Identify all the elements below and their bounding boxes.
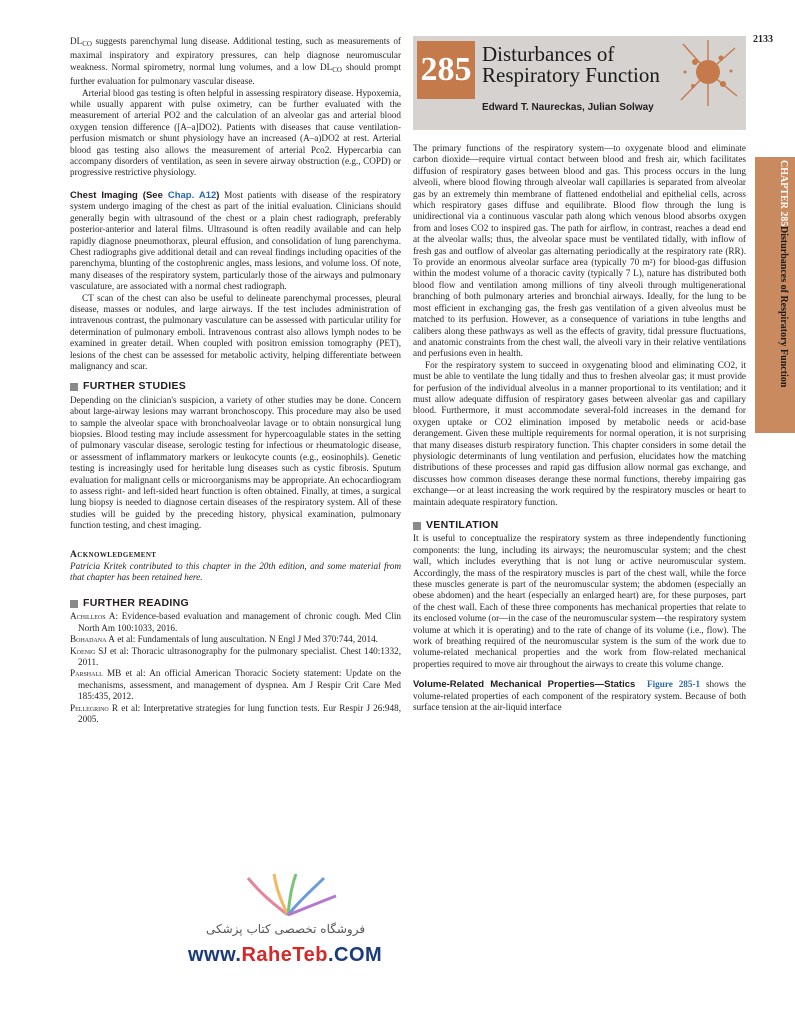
figure-link[interactable]: Figure 285-1 <box>647 679 701 690</box>
splash-icon <box>675 38 741 108</box>
further-reading-heading: FURTHER READING <box>70 598 401 609</box>
left-column <box>70 36 401 725</box>
paragraph-dlco: $DL_{CO}$ suggests parenchymal lung disease. Additional testing, such as measurements of maximal inspiratory and expiratory pressures, can help diagnose neuromuscular weakness. Normal spirometry, normal lung volumes, and a low $DL_{CO}$ should prompt further evaluation for pulmonary vascular disease. <box>70 36 402 87</box>
chapter-title-line2: Respiratory Function <box>482 63 660 87</box>
reference-item: Parshall MB et al: An official American Thoracic Society statement: Update on the mechanisms, assessment, and management of dyspnea. Am J Respir Crit Care Med 185:435, 2012. <box>70 668 401 702</box>
right-column <box>413 143 746 714</box>
chapter-link[interactable]: Chap. A12 <box>167 189 217 201</box>
ventilation-heading: VENTILATION <box>413 520 746 531</box>
chapter-header <box>413 36 746 130</box>
paragraph-intro: The primary functions of the respiratory system—to oxygenate blood and eliminate carbon dioxide—require virtual contact between blood and fresh air, which facilitates diffusion of respiratory gases between blood and gas. This process occurs in the lung alveoli, where blood flowing through alveolar wall capillaries is separated from alveolar gas by an extremely thin membrane of flattened endothelial and epithelial cells, across which respiratory gases diffuse and equilibrate. Blood flow through the lung is unidirectional via a continuous vascular path along which venous blood absorbs oxygen from and loses CO2 to inspired gas. The path for airflow, in contrast, reaches a dead end at the alveolar walls; thus, the alveolar space must be ventilated tidally, with inflow of fresh gas and outflow of alveolar gas alternating periodically at the respiratory rate (RR). To provide an enormous alveolar surface area (typically 70 m²) for blood-gas diffusion within the modest volume of a thoracic cavity (typically 7 L), nature has distributed both blood flow and ventilation among millions of tiny alveoli through multigenerational branching of both pulmonary arteries and bronchial airways. Ideally, for the lung to be most efficient in exchanging gas, the fresh gas ventilation of a given alveolus must be matched to its perfusion. However, as a consequence of variations in tube lengths and calibers along these pathways as well as the effects of gravity, tidal pressure fluctuations, and anatomic constraints from the chest wall, the alveoli vary in their relative ventilations and perfusions even in health. <box>413 143 746 359</box>
paragraph-chest-imaging: Chest Imaging (See Chap. A12) Most patients with disease of the respiratory system undergo imaging of the chest as part of the initial evaluation. Clinicians should generally begin with ultrasound of the chest or a plain chest radiograph, preferably posterior-anterior and lateral films. Ultrasound is often readily available and can help rapidly diagnose pneumothorax, pleural effusion, and consolidation of lung parenchyma. Chest radiographs give additional detail and can reveal findings including opacities of the parenchyma, blunting of the costophrenic angles, mass lesions, and volume loss. Of note, many diseases of the respiratory system, particularly those of the airways and pulmonary vasculature, are associated with a normal chest radiograph. <box>70 189 401 292</box>
reference-item: Bohadana A et al: Fundamentals of lung auscultation. N Engl J Med 370:744, 2014. <box>70 634 378 645</box>
chapter-title <box>482 44 660 86</box>
chapter-title-line1: Disturbances of <box>482 42 615 66</box>
page-number: 2133 <box>753 34 773 45</box>
reference-item: Pellegrino R et al: Interpretative strategies for lung function tests. Eur Respir J 26:948, 2005. <box>70 702 401 724</box>
paragraph-statics: Volume-Related Mechanical Properties—Statics Figure 285-1 shows the volume-related properties of each component of the respiratory system. Because of both surface tension at the air-liquid interface <box>413 679 747 713</box>
acknowledgement-text: Patricia Kritek contributed to this chapter in the 20th edition, and some material from that chapter has been retained here. <box>70 561 401 583</box>
reference-item: Koenig SJ et al: Thoracic ultrasonography for the pulmonary specialist. Chest 140:1332, 2011. <box>70 645 401 667</box>
section-square-icon <box>413 522 421 530</box>
chapter-authors: Edward T. Naureckas, Julian Solway <box>482 102 654 113</box>
paragraph-ct: CT scan of the chest can also be useful to delineate parenchymal processes, pleural disease, masses or nodules, and large airways. If the test includes administration of intravenous contrast, the pulmonary vasculature can be assessed with particular utility for determination of pulmonary emboli. Intravenous contrast also allows lymph nodes to be examined in greater detail. When coupled with positron emission tomography (PET), lesions of the chest can be assessed for metabolic activity, helping differentiate between malignancy and scar. <box>70 292 401 371</box>
chest-imaging-heading: Chest Imaging (See Chap. A12) <box>70 189 220 201</box>
chapter-number: 285 <box>417 41 475 99</box>
reference-list <box>70 611 401 725</box>
acknowledgement-heading: Acknowledgement <box>70 549 157 560</box>
paragraph-requirements: For the respiratory system to succeed in oxygenating blood and eliminating CO2, it must be able to ventilate the lung tidally and thus to freshen alveolar gas; it must provide for perfusion of the individual alveolus in a manner proportional to its ventilation; and it must allow adequate diffusion of respiratory gases between alveolar gas and capillary blood. Furthermore, it must accommodate several-fold increases in the demand for oxygen uptake or CO2 elimination imposed by metabolic needs or acid-base derangement. Given these multiple requirements for normal operation, it is not surprising that many diseases disturb respiratory function. This chapter considers in some detail the physiologic determinants of lung ventilation and perfusion, elucidates how the matching distributions of these processes and rapid gas diffusion allow normal gas exchange, and discusses how common diseases derange these normal functions, thereby impairing gas exchange—or at least increasing the work required by the respiratory muscles or heart to maintain adequate respiratory function. <box>413 359 746 507</box>
watermark-logo-icon <box>228 870 348 920</box>
reference-item: Achilleos A: Evidence-based evaluation and management of chronic cough. Med Clin North Am 100:1033, 2016. <box>70 611 401 633</box>
side-tab-chapter: CHAPTER 285 <box>778 160 789 227</box>
side-tab-title: Disturbances of Respiratory Function <box>778 226 789 388</box>
paragraph-further-studies: Depending on the clinician's suspicion, a variety of other studies may be done. Concern about large-airway lesions may warrant bronchoscopy. This procedure may also be used to sample the alveolar space with bronchoalveolar lavage or to obtain nonsurgical lung biopsies. Blood testing may include assessment for hypercoagulable states in the setting of pulmonary vascular disease, serologic testing for infectious or rheumatologic disease, or assessment of inflammatory markers or leukocyte counts (e.g., eosinophils). Genetic testing is increasingly used for heritable lung diseases such as cystic fibrosis. Sputum evaluation for malignant cells or microorganisms may be appropriate. An echocardiogram to assess right- and left-sided heart function is often obtained. Finally, at times, a surgical lung biopsy is needed to diagnose certain diseases of the respiratory system. All of these studies will be guided by the preceding history, physical examination, pulmonary function testing, and chest imaging. <box>70 394 401 531</box>
watermark-persian-text: فروشگاه تخصصی کتاب پزشکی <box>206 922 366 936</box>
section-square-icon <box>70 383 78 391</box>
watermark-url: www.RaheTeb.COM <box>188 944 383 966</box>
watermark <box>188 870 383 980</box>
further-studies-heading: FURTHER STUDIES <box>70 381 401 392</box>
side-tab-text <box>761 160 789 430</box>
paragraph-abg: Arterial blood gas testing is often helpful in assessing respiratory disease. Hypoxemia, while usually apparent with pulse oximetry, can be further evaluated with the measurement of arterial PO2 and the calculation of an alveolar gas and arterial blood oxygen tension difference ([A–a]DO2). Patients with diseases that cause ventilation-perfusion mismatch or shunt physiology have an increased (A–a)DO2 at rest. Arterial blood gas testing also allows the measurement of arterial Pco2. Hypercarbia can accompany disorders of ventilation, as seen in severe airway obstruction (e.g., COPD) or progressive restrictive physiology. <box>70 87 401 178</box>
paragraph-ventilation: It is useful to conceptualize the respiratory system as three independently functioning components: the lung, including its airways; the neuromuscular system; and the chest wall, which includes everything that is not lung or active neuromuscular system. Accordingly, the mass of the respiratory muscles is part of the chest wall, while the force these muscles generate is part of the neuromuscular system; the abdomen (especially an obese abdomen) and the heart (especially an enlarged heart) are, for these purposes, part of the chest wall. Each of these three components has mechanical properties that relate to its enclosed volume (or—in the case of the neuromuscular system—the respiratory system volume at which it is operating) and to the rate of change of its volume (i.e., flow). The work of breathing required of the neuromuscular system is the sum of the work due to volume-related mechanical properties and the work from flow-related mechanical properties required to move air throughout the airways to create this volume change. <box>413 533 746 669</box>
statics-heading: Volume-Related Mechanical Properties—Statics <box>413 679 636 691</box>
section-square-icon <box>70 600 78 608</box>
